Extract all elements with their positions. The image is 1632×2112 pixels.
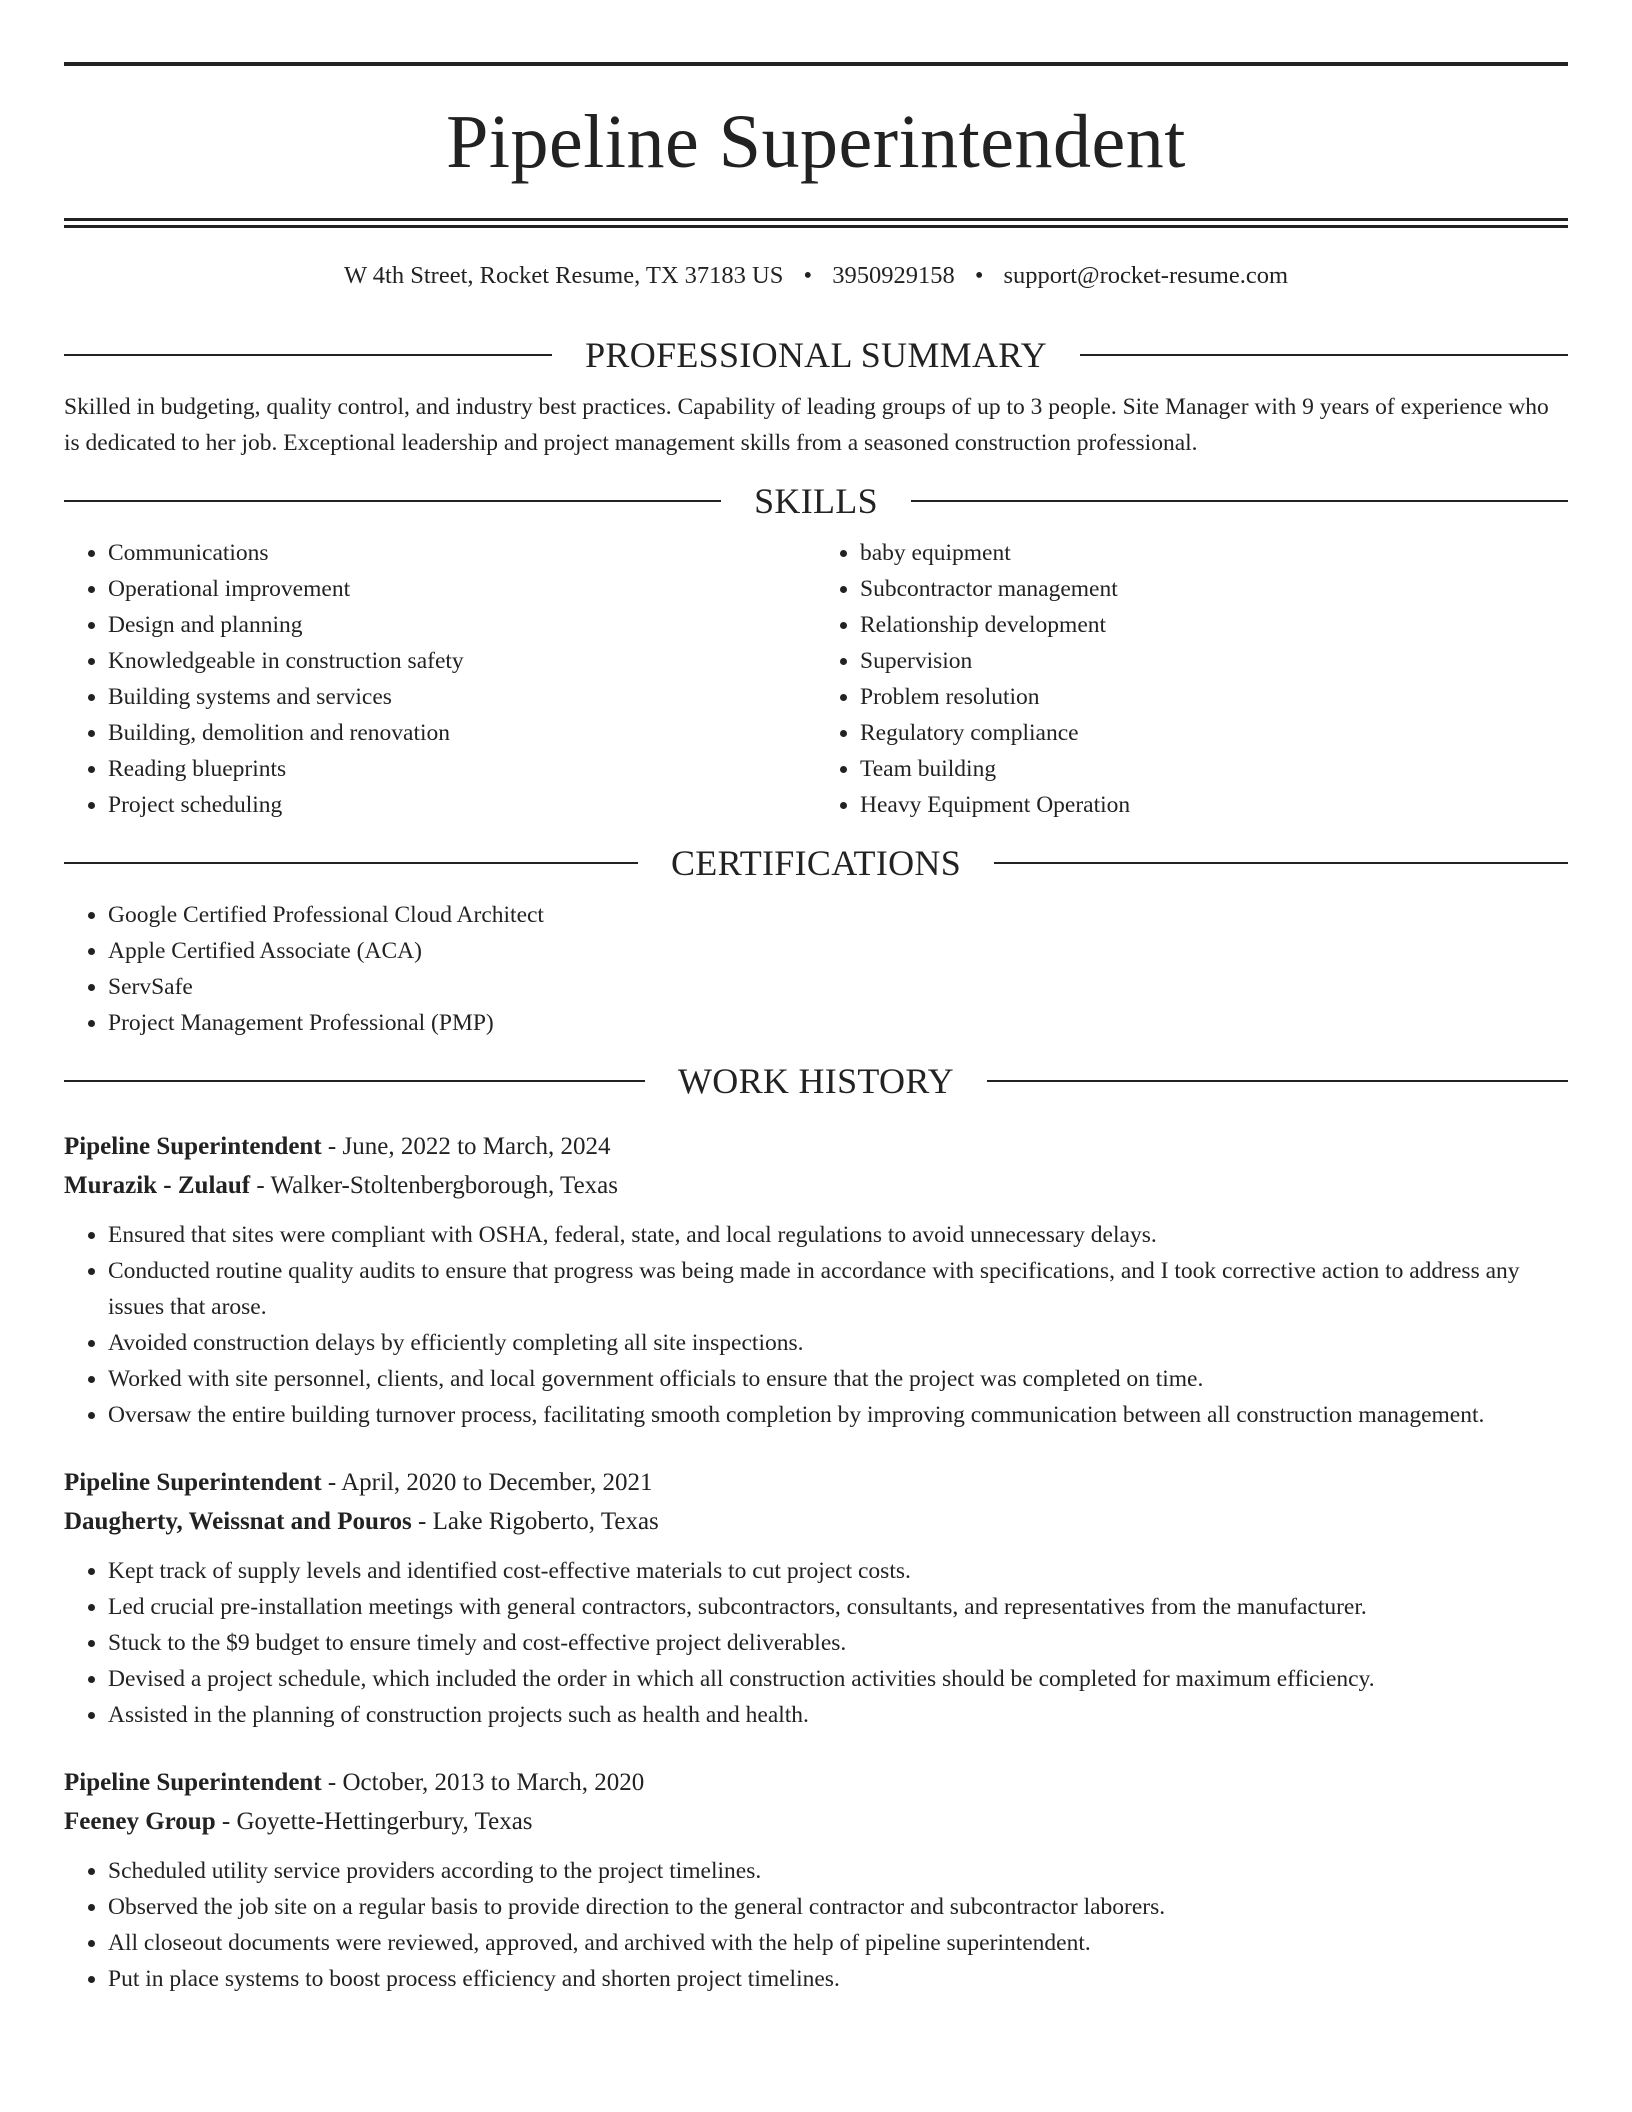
skills-list-left — [64, 535, 816, 823]
skills-column-left — [64, 535, 816, 823]
job-dates: - June, 2022 to March, 2024 — [321, 1132, 611, 1160]
skills-heading — [64, 480, 1568, 521]
job-bullet: • Led crucial pre-installation meetings with general contractors, subcontractors, consultants, and representatives from the manufacturer. — [108, 1589, 1568, 1625]
certifications-list — [64, 897, 1568, 1041]
job-title-line — [64, 1127, 1568, 1166]
certifications-title: CERTIFICATIONS — [670, 842, 962, 883]
skills-list-right — [816, 535, 1568, 823]
summary-text: Skilled in budgeting, quality control, and industry best practices. Capability of leading groups of up to 3 people. Site Manager with 9 years of experience who is dedicated to her job. Exceptional leadership and project management skills from a seasoned construction professional. — [64, 393, 1549, 456]
certification-item: • Project Management Professional (PMP) — [108, 1005, 1568, 1041]
job-bullet: • All closeout documents were reviewed, approved, and archived with the help of pipeline superintendent. — [108, 1925, 1568, 1961]
skill-item: • Subcontractor management — [860, 571, 1568, 607]
heading-rule — [64, 354, 552, 356]
job-location: - Goyette-Hettingerbury, Texas — [215, 1807, 533, 1835]
job-title-line — [64, 1463, 1568, 1502]
certification-item: • Apple Certified Associate (ACA) — [108, 933, 1568, 969]
job-bullet: • Avoided construction delays by efficiently completing all site inspections. — [108, 1325, 1568, 1361]
job-bullet: • Devised a project schedule, which included the order in which all construction activities should be completed for maximum efficiency. — [108, 1661, 1568, 1697]
certification-item: • Google Certified Professional Cloud Architect — [108, 897, 1568, 933]
heading-rule — [64, 862, 638, 864]
job-company: Daugherty, Weissnat and Pouros — [64, 1507, 412, 1535]
skill-item: • Heavy Equipment Operation — [860, 787, 1568, 823]
skill-item: • Supervision — [860, 643, 1568, 679]
contact-phone: 3950929158 — [832, 262, 955, 289]
job-company-line — [64, 1802, 1568, 1841]
resume-page — [64, 62, 1568, 1997]
skill-item: • Design and planning — [108, 607, 816, 643]
skills-grid — [64, 535, 1568, 823]
skills-column-right — [816, 535, 1568, 823]
heading-rule — [994, 862, 1568, 864]
job-entry — [64, 1127, 1568, 1433]
contact-email: support@rocket-resume.com — [1003, 262, 1289, 289]
skill-item: • Project scheduling — [108, 787, 816, 823]
double-rule — [64, 218, 1568, 228]
contact-line — [64, 264, 1568, 289]
skill-item: • Reading blueprints — [108, 751, 816, 787]
job-bullet: • Observed the job site on a regular basis to provide direction to the general contractor and subcontractor laborers. — [108, 1889, 1568, 1925]
job-bullets — [64, 1553, 1568, 1733]
separator: • — [974, 262, 984, 289]
skill-item: • Communications — [108, 535, 816, 571]
skill-item: • Building systems and services — [108, 679, 816, 715]
heading-rule — [1080, 354, 1568, 356]
separator: • — [803, 262, 813, 289]
job-role: Pipeline Superintendent — [64, 1132, 322, 1160]
top-rule — [64, 62, 1568, 66]
skill-item: • Regulatory compliance — [860, 715, 1568, 751]
skill-item: • Operational improvement — [108, 571, 816, 607]
job-bullets — [64, 1217, 1568, 1433]
work-heading — [64, 1060, 1568, 1101]
job-dates: - April, 2020 to December, 2021 — [321, 1468, 653, 1496]
job-entry — [64, 1463, 1568, 1733]
skills-title: SKILLS — [754, 480, 878, 521]
job-bullet: • Worked with site personnel, clients, and local government officials to ensure that the project was completed on time. — [108, 1361, 1568, 1397]
job-bullets — [64, 1853, 1568, 1997]
job-location: - Walker-Stoltenbergborough, Texas — [250, 1171, 619, 1199]
job-bullet: • Stuck to the $9 budget to ensure timely and cost-effective project deliverables. — [108, 1625, 1568, 1661]
job-role: Pipeline Superintendent — [64, 1468, 322, 1496]
job-role: Pipeline Superintendent — [64, 1768, 322, 1796]
skill-item: • Problem resolution — [860, 679, 1568, 715]
summary-title: PROFESSIONAL SUMMARY — [585, 334, 1047, 375]
heading-rule — [64, 1080, 645, 1082]
skill-item: • Relationship development — [860, 607, 1568, 643]
job-company-line — [64, 1166, 1568, 1205]
summary-heading — [64, 334, 1568, 375]
skill-item: • Building, demolition and renovation — [108, 715, 816, 751]
skill-item: • Team building — [860, 751, 1568, 787]
job-title-line — [64, 1763, 1568, 1802]
job-bullet: • Assisted in the planning of construction projects such as health and health. — [108, 1697, 1568, 1733]
job-bullet: • Put in place systems to boost process efficiency and shorten project timelines. — [108, 1961, 1568, 1997]
job-company: Murazik - Zulauf — [64, 1171, 251, 1199]
job-company: Feeney Group — [64, 1807, 216, 1835]
heading-rule — [987, 1080, 1568, 1082]
resume-name: Pipeline Superintendent — [446, 100, 1186, 184]
job-company-line — [64, 1502, 1568, 1541]
job-bullet: • Scheduled utility service providers according to the project timelines. — [108, 1853, 1568, 1889]
certifications-heading — [64, 842, 1568, 883]
job-bullet: • Oversaw the entire building turnover process, facilitating smooth completion by improving communication between all construction management. — [108, 1397, 1568, 1433]
job-bullet: • Ensured that sites were compliant with OSHA, federal, state, and local regulations to avoid unnecessary delays. — [108, 1217, 1568, 1253]
job-entry — [64, 1763, 1568, 1997]
job-bullet: • Kept track of supply levels and identified cost-effective materials to cut project costs. — [108, 1553, 1568, 1589]
job-location: - Lake Rigoberto, Texas — [411, 1507, 659, 1535]
heading-rule — [64, 500, 721, 502]
work-history-list — [64, 1127, 1568, 1997]
certifications-block — [64, 897, 1568, 1041]
skill-item: • baby equipment — [860, 535, 1568, 571]
contact-address: W 4th Street, Rocket Resume, TX 37183 US — [343, 262, 784, 289]
heading-rule — [911, 500, 1568, 502]
certification-item: • ServSafe — [108, 969, 1568, 1005]
work-title: WORK HISTORY — [678, 1060, 954, 1101]
job-bullet: • Conducted routine quality audits to ensure that progress was being made in accordance with specifications, and I took corrective action to address any issues that arose. — [108, 1253, 1568, 1325]
job-dates: - October, 2013 to March, 2020 — [321, 1768, 645, 1796]
skill-item: • Knowledgeable in construction safety — [108, 643, 816, 679]
